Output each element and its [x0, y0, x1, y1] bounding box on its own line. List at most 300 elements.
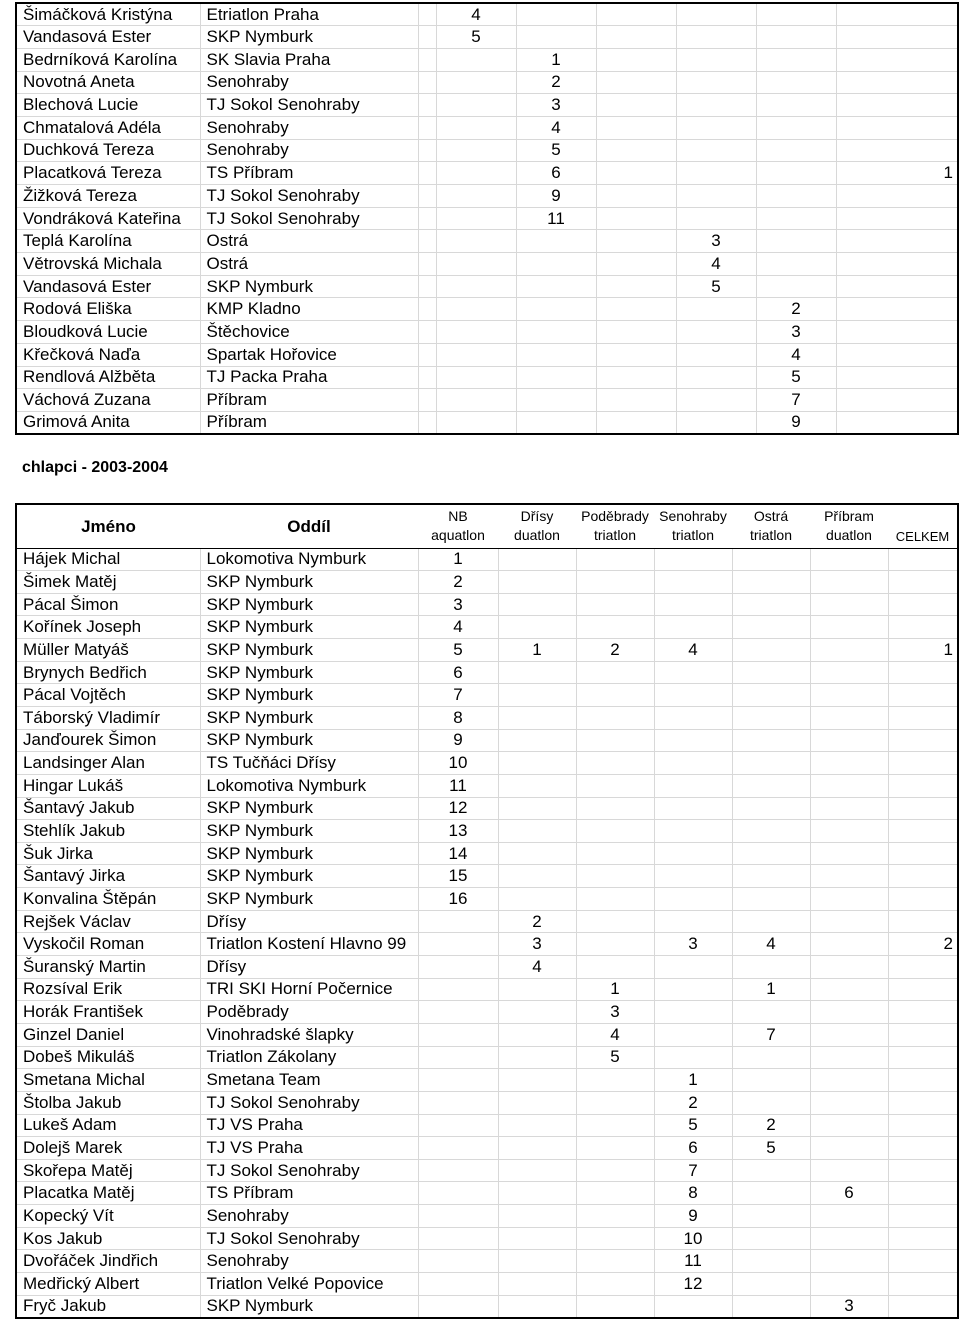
placement-cell: [498, 593, 576, 616]
total-cell: [836, 298, 958, 321]
placement-cell: [418, 94, 436, 117]
placement-cell: [498, 616, 576, 639]
placement-cell: [654, 865, 732, 888]
placement-cell: [418, 1091, 498, 1114]
total-cell: [888, 1069, 958, 1092]
total-cell: [888, 684, 958, 707]
placement-cell: [654, 1295, 732, 1318]
placement-cell: [732, 616, 810, 639]
placement-cell: [498, 706, 576, 729]
placement-cell: [732, 706, 810, 729]
placement-cell: [654, 956, 732, 979]
total-cell: [888, 1137, 958, 1160]
placement-cell: [732, 888, 810, 911]
placement-cell: [732, 1159, 810, 1182]
placement-cell: [436, 230, 516, 253]
placement-cell: [576, 910, 654, 933]
club-name: Lokomotiva Nymburk: [200, 774, 418, 797]
placement-cell: 4: [576, 1023, 654, 1046]
table-row: [16, 1295, 958, 1318]
club-name: SK Slavia Praha: [200, 48, 418, 71]
placement-cell: [418, 207, 436, 230]
placement-cell: 3: [676, 230, 756, 253]
club-name: SKP Nymburk: [200, 865, 418, 888]
athlete-name: Bedrníková Karolína: [16, 48, 200, 71]
placement-cell: [676, 207, 756, 230]
club-name: SKP Nymburk: [200, 26, 418, 49]
table-row: [16, 1137, 958, 1160]
total-cell: [888, 706, 958, 729]
club-name: Ostrá: [200, 253, 418, 276]
placement-cell: [498, 1046, 576, 1069]
table-row: [16, 253, 958, 276]
club-name: Příbram: [200, 389, 418, 412]
placement-cell: [732, 593, 810, 616]
placement-cell: [756, 207, 836, 230]
placement-cell: [498, 774, 576, 797]
placement-cell: [418, 1137, 498, 1160]
placement-cell: [654, 820, 732, 843]
placement-cell: [498, 1273, 576, 1296]
header-club: Oddíl: [200, 504, 418, 548]
table-row: [16, 1250, 958, 1273]
placement-cell: [418, 1250, 498, 1273]
total-cell: [888, 1227, 958, 1250]
placement-cell: [436, 253, 516, 276]
placement-cell: [418, 116, 436, 139]
placement-cell: [654, 1046, 732, 1069]
athlete-name: Vyskočil Roman: [16, 933, 200, 956]
athlete-name: Kopecký Vít: [16, 1205, 200, 1228]
placement-cell: [436, 389, 516, 412]
total-cell: [888, 1250, 958, 1273]
table-row: [16, 298, 958, 321]
placement-cell: [498, 1001, 576, 1024]
club-name: Senohraby: [200, 139, 418, 162]
placement-cell: 4: [436, 3, 516, 26]
placement-cell: [756, 3, 836, 26]
athlete-name: Grimová Anita: [16, 411, 200, 434]
placement-cell: 3: [576, 1001, 654, 1024]
athlete-name: Táborský Vladimír: [16, 706, 200, 729]
placement-cell: [654, 729, 732, 752]
placement-cell: [418, 389, 436, 412]
placement-cell: 10: [654, 1227, 732, 1250]
placement-cell: 10: [418, 752, 498, 775]
placement-cell: [516, 389, 596, 412]
placement-cell: [596, 185, 676, 208]
athlete-name: Medřický Albert: [16, 1273, 200, 1296]
placement-cell: [418, 26, 436, 49]
header-race-ostra: Ostrá triatlon: [732, 504, 810, 548]
placement-cell: [810, 729, 888, 752]
placement-cell: [418, 1001, 498, 1024]
placement-cell: 2: [756, 298, 836, 321]
placement-cell: [576, 1182, 654, 1205]
placement-cell: [576, 1069, 654, 1092]
club-name: TJ Packa Praha: [200, 366, 418, 389]
placement-cell: [596, 207, 676, 230]
placement-cell: [810, 706, 888, 729]
placement-cell: [654, 978, 732, 1001]
header-race-senohraby: Senohraby triatlon: [654, 504, 732, 548]
placement-cell: 4: [418, 616, 498, 639]
header-race-podebrady: Poděbrady triatlon: [576, 504, 654, 548]
placement-cell: [756, 48, 836, 71]
placement-cell: 1: [576, 978, 654, 1001]
placement-cell: [654, 888, 732, 911]
table-row: [16, 139, 958, 162]
placement-cell: [576, 661, 654, 684]
placement-cell: [756, 185, 836, 208]
placement-cell: [576, 616, 654, 639]
club-name: Senohraby: [200, 1250, 418, 1273]
placement-cell: [732, 820, 810, 843]
placement-cell: [810, 933, 888, 956]
table-row: [16, 910, 958, 933]
placement-cell: [418, 1069, 498, 1092]
placement-cell: 3: [654, 933, 732, 956]
placement-cell: [576, 593, 654, 616]
total-cell: 2: [888, 933, 958, 956]
athlete-name: Brynych Bedřich: [16, 661, 200, 684]
placement-cell: 11: [654, 1250, 732, 1273]
athlete-name: Hingar Lukáš: [16, 774, 200, 797]
club-name: Vinohradské šlapky: [200, 1023, 418, 1046]
placement-cell: [418, 253, 436, 276]
placement-cell: 9: [418, 729, 498, 752]
placement-cell: [418, 978, 498, 1001]
athlete-name: Stehlík Jakub: [16, 820, 200, 843]
table-row: [16, 1205, 958, 1228]
table-row: [16, 548, 958, 571]
club-name: TS Příbram: [200, 162, 418, 185]
club-name: Ostrá: [200, 230, 418, 253]
table-row: [16, 94, 958, 117]
table-row: [16, 1001, 958, 1024]
placement-cell: 5: [756, 366, 836, 389]
total-cell: [888, 1001, 958, 1024]
placement-cell: [418, 933, 498, 956]
placement-cell: [596, 48, 676, 71]
placement-cell: 15: [418, 865, 498, 888]
placement-cell: [654, 842, 732, 865]
placement-cell: 5: [576, 1046, 654, 1069]
placement-cell: 7: [732, 1023, 810, 1046]
table-row: [16, 3, 958, 26]
table-row: [16, 71, 958, 94]
placement-cell: [576, 1114, 654, 1137]
total-cell: [836, 139, 958, 162]
placement-cell: 8: [418, 706, 498, 729]
placement-cell: [756, 139, 836, 162]
placement-cell: [576, 1250, 654, 1273]
total-cell: [888, 888, 958, 911]
athlete-name: Pácal Šimon: [16, 593, 200, 616]
placement-cell: [732, 684, 810, 707]
placement-cell: [498, 842, 576, 865]
total-cell: [888, 661, 958, 684]
athlete-name: Šantavý Jakub: [16, 797, 200, 820]
table-row: [16, 1273, 958, 1296]
table-row: [16, 933, 958, 956]
athlete-name: Janďourek Šimon: [16, 729, 200, 752]
club-name: Etriatlon Praha: [200, 3, 418, 26]
table-row: [16, 1091, 958, 1114]
placement-cell: [498, 661, 576, 684]
total-cell: 1: [836, 162, 958, 185]
total-cell: [888, 910, 958, 933]
placement-cell: [436, 275, 516, 298]
club-name: Poděbrady: [200, 1001, 418, 1024]
table-row: [16, 639, 958, 662]
table-row: [16, 48, 958, 71]
placement-cell: [576, 797, 654, 820]
placement-cell: 12: [654, 1273, 732, 1296]
placement-cell: [498, 1182, 576, 1205]
placement-cell: [756, 94, 836, 117]
total-cell: [836, 253, 958, 276]
total-cell: [836, 275, 958, 298]
placement-cell: [418, 185, 436, 208]
placement-cell: [498, 1023, 576, 1046]
table-row: [16, 752, 958, 775]
athlete-name: Ginzel Daniel: [16, 1023, 200, 1046]
placement-cell: [596, 321, 676, 344]
athlete-name: Rejšek Václav: [16, 910, 200, 933]
athlete-name: Šuranský Martin: [16, 956, 200, 979]
placement-cell: 2: [516, 71, 596, 94]
total-cell: [888, 797, 958, 820]
placement-cell: 4: [732, 933, 810, 956]
table-row: [16, 774, 958, 797]
total-cell: [888, 956, 958, 979]
placement-cell: [498, 1250, 576, 1273]
placement-cell: [516, 3, 596, 26]
placement-cell: [676, 94, 756, 117]
placement-cell: [810, 1114, 888, 1137]
total-cell: [888, 1295, 958, 1318]
placement-cell: [596, 94, 676, 117]
athlete-name: Křečková Naďa: [16, 343, 200, 366]
placement-cell: [576, 729, 654, 752]
placement-cell: [516, 343, 596, 366]
athlete-name: Duchková Tereza: [16, 139, 200, 162]
placement-cell: [576, 1159, 654, 1182]
athlete-name: Rendlová Alžběta: [16, 366, 200, 389]
placement-cell: [810, 1069, 888, 1092]
placement-cell: [498, 1295, 576, 1318]
total-cell: [836, 116, 958, 139]
club-name: TJ Sokol Senohraby: [200, 1227, 418, 1250]
placement-cell: [596, 116, 676, 139]
placement-cell: 6: [516, 162, 596, 185]
placement-cell: [732, 956, 810, 979]
placement-cell: [498, 1091, 576, 1114]
placement-cell: [654, 706, 732, 729]
placement-cell: [676, 343, 756, 366]
placement-cell: [756, 275, 836, 298]
header-total: CELKEM: [888, 504, 958, 548]
total-cell: [836, 71, 958, 94]
total-cell: [836, 94, 958, 117]
placement-cell: [576, 1205, 654, 1228]
placement-cell: 2: [732, 1114, 810, 1137]
placement-cell: [676, 26, 756, 49]
table-row: [16, 1227, 958, 1250]
placement-cell: [654, 571, 732, 594]
placement-cell: [810, 752, 888, 775]
placement-cell: [596, 411, 676, 434]
placement-cell: [498, 820, 576, 843]
placement-cell: [810, 684, 888, 707]
placement-cell: [810, 1046, 888, 1069]
total-cell: [888, 548, 958, 571]
placement-cell: [576, 820, 654, 843]
total-cell: [888, 1182, 958, 1205]
placement-cell: [654, 1023, 732, 1046]
total-cell: [836, 185, 958, 208]
placement-cell: [810, 1227, 888, 1250]
placement-cell: [810, 1023, 888, 1046]
placement-cell: [516, 411, 596, 434]
athlete-name: Větrovská Michala: [16, 253, 200, 276]
placement-cell: [810, 774, 888, 797]
total-cell: [888, 752, 958, 775]
placement-cell: [732, 1273, 810, 1296]
athlete-name: Lukeš Adam: [16, 1114, 200, 1137]
club-name: SKP Nymburk: [200, 661, 418, 684]
athlete-name: Štolba Jakub: [16, 1091, 200, 1114]
table-row: [16, 366, 958, 389]
placement-cell: [732, 661, 810, 684]
total-cell: [888, 865, 958, 888]
athlete-name: Landsinger Alan: [16, 752, 200, 775]
club-name: Příbram: [200, 411, 418, 434]
placement-cell: [810, 1273, 888, 1296]
placement-cell: [810, 1137, 888, 1160]
header-name: Jméno: [16, 504, 200, 548]
total-cell: [888, 774, 958, 797]
table-row: [16, 684, 958, 707]
total-cell: [888, 820, 958, 843]
table-row: [16, 865, 958, 888]
placement-cell: [436, 321, 516, 344]
placement-cell: [418, 1046, 498, 1069]
club-name: SKP Nymburk: [200, 684, 418, 707]
club-name: SKP Nymburk: [200, 729, 418, 752]
placement-cell: [810, 1001, 888, 1024]
club-name: TRI SKI Horní Počernice: [200, 978, 418, 1001]
club-name: Triatlon Velké Popovice: [200, 1273, 418, 1296]
placement-cell: 8: [654, 1182, 732, 1205]
placement-cell: 3: [516, 94, 596, 117]
placement-cell: [418, 139, 436, 162]
table-row: [16, 411, 958, 434]
table-row: [16, 1046, 958, 1069]
placement-cell: 14: [418, 842, 498, 865]
club-name: Dřísy: [200, 956, 418, 979]
total-cell: 1: [888, 639, 958, 662]
athlete-name: Dobeš Mikuláš: [16, 1046, 200, 1069]
athlete-name: Teplá Karolína: [16, 230, 200, 253]
placement-cell: [596, 298, 676, 321]
placement-cell: [756, 26, 836, 49]
club-name: SKP Nymburk: [200, 706, 418, 729]
table-row: [16, 389, 958, 412]
table-row: [16, 571, 958, 594]
athlete-name: Pácal Vojtěch: [16, 684, 200, 707]
club-name: Štěchovice: [200, 321, 418, 344]
total-cell: [888, 1273, 958, 1296]
placement-cell: [436, 116, 516, 139]
placement-cell: [732, 1182, 810, 1205]
placement-cell: [418, 298, 436, 321]
placement-cell: [418, 3, 436, 26]
table-row: [16, 185, 958, 208]
placement-cell: [676, 139, 756, 162]
total-cell: [836, 411, 958, 434]
placement-cell: [418, 343, 436, 366]
placement-cell: 1: [732, 978, 810, 1001]
table-row: [16, 978, 958, 1001]
table-row: [16, 888, 958, 911]
placement-cell: [516, 26, 596, 49]
athlete-name: Bloudková Lucie: [16, 321, 200, 344]
placement-cell: [732, 1250, 810, 1273]
placement-cell: [732, 548, 810, 571]
placement-cell: [576, 1091, 654, 1114]
placement-cell: [732, 797, 810, 820]
placement-cell: [498, 548, 576, 571]
athlete-name: Müller Matyáš: [16, 639, 200, 662]
table-row: [16, 1182, 958, 1205]
placement-cell: [732, 865, 810, 888]
club-name: SKP Nymburk: [200, 616, 418, 639]
placement-cell: [516, 298, 596, 321]
placement-cell: [732, 1205, 810, 1228]
athlete-name: Horák František: [16, 1001, 200, 1024]
club-name: Senohraby: [200, 1205, 418, 1228]
club-name: TJ Sokol Senohraby: [200, 1091, 418, 1114]
placement-cell: [436, 298, 516, 321]
placement-cell: [810, 548, 888, 571]
placement-cell: [732, 1069, 810, 1092]
placement-cell: [810, 1250, 888, 1273]
club-name: KMP Kladno: [200, 298, 418, 321]
placement-cell: [810, 593, 888, 616]
athlete-name: Žižková Tereza: [16, 185, 200, 208]
athlete-name: Skořepa Matěj: [16, 1159, 200, 1182]
placement-cell: [676, 162, 756, 185]
placement-cell: [418, 230, 436, 253]
placement-cell: [498, 1227, 576, 1250]
placement-cell: [516, 321, 596, 344]
placement-cell: 2: [576, 639, 654, 662]
table-row: [16, 207, 958, 230]
club-name: TJ VS Praha: [200, 1137, 418, 1160]
placement-cell: [498, 1069, 576, 1092]
placement-cell: [436, 411, 516, 434]
placement-cell: [732, 571, 810, 594]
athlete-name: Novotná Aneta: [16, 71, 200, 94]
athlete-name: Rodová Eliška: [16, 298, 200, 321]
placement-cell: 12: [418, 797, 498, 820]
placement-cell: 4: [516, 116, 596, 139]
placement-cell: [756, 253, 836, 276]
placement-cell: [810, 616, 888, 639]
placement-cell: [418, 48, 436, 71]
